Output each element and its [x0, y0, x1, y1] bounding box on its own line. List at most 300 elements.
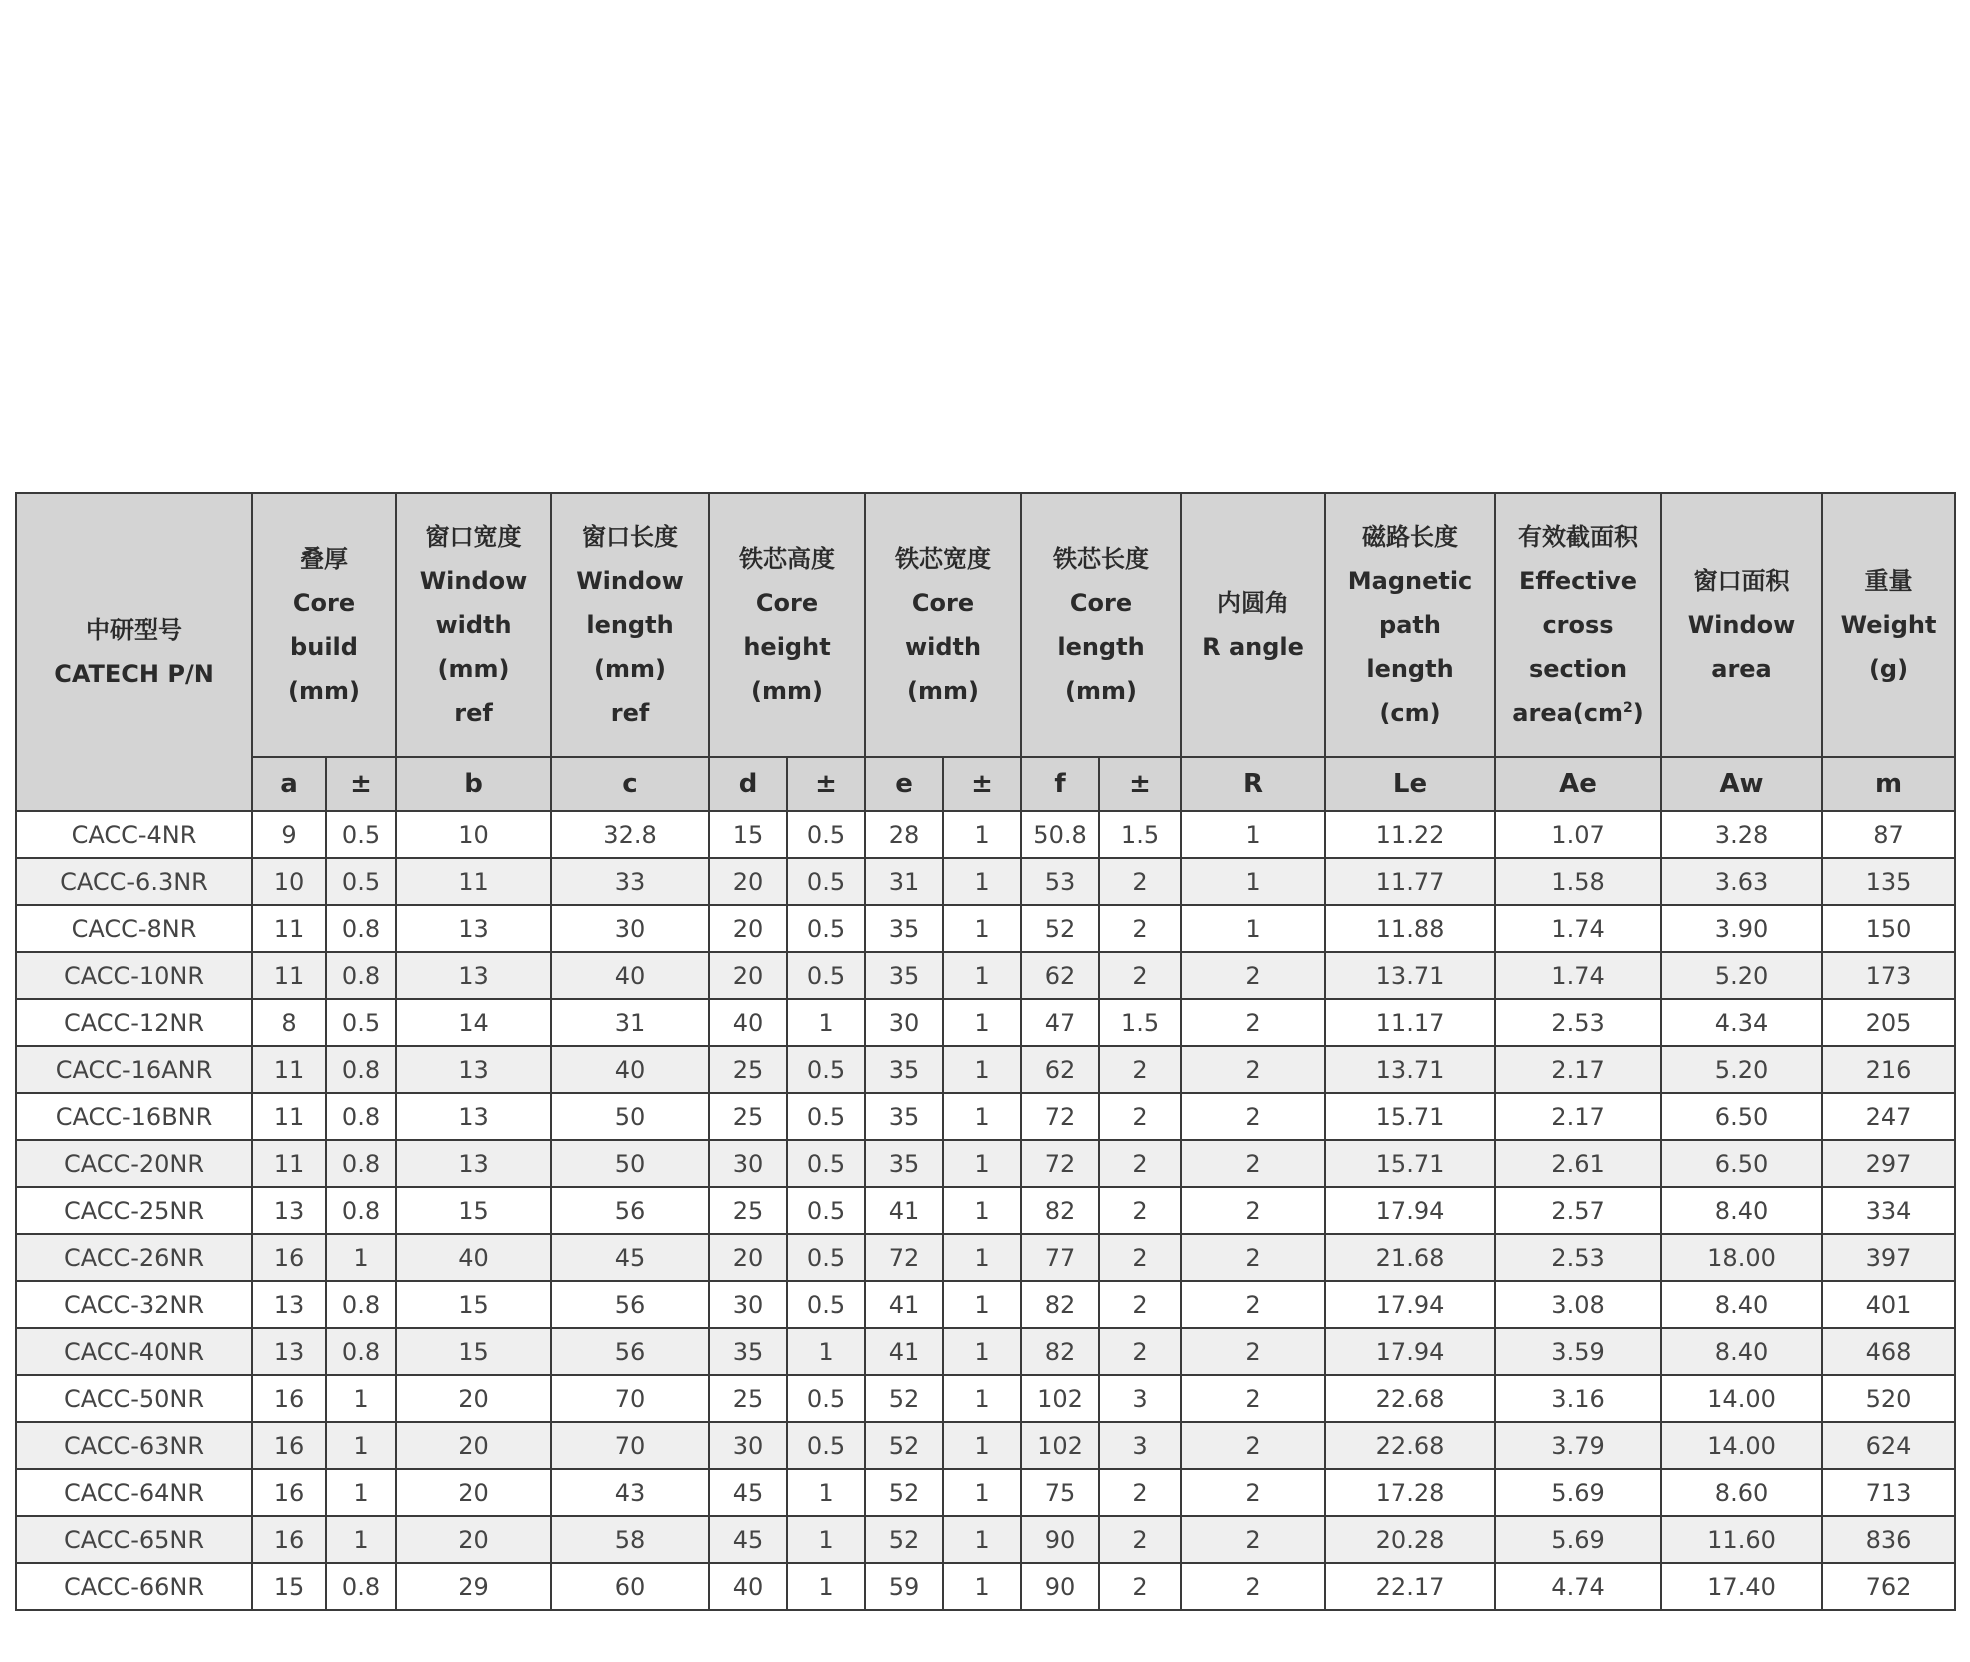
value-cell: 20 — [396, 1469, 551, 1516]
table-row — [16, 1563, 1955, 1610]
symbol-cell: Aw — [1661, 757, 1822, 811]
value-cell: 29 — [396, 1563, 551, 1610]
value-cell: 0.8 — [326, 1140, 396, 1187]
value-cell: 4.74 — [1495, 1563, 1661, 1610]
symbol-cell: d — [709, 757, 787, 811]
value-cell: 0.5 — [787, 858, 865, 905]
header-weight: 重量 Weight (g) — [1822, 493, 1955, 757]
value-cell: 0.8 — [326, 905, 396, 952]
value-cell: 297 — [1822, 1140, 1955, 1187]
value-cell: 1.5 — [1099, 999, 1181, 1046]
value-cell: 18.00 — [1661, 1234, 1822, 1281]
value-cell: 5.20 — [1661, 952, 1822, 999]
value-cell: 0.5 — [787, 905, 865, 952]
value-cell: 0.8 — [326, 1187, 396, 1234]
value-cell: 836 — [1822, 1516, 1955, 1563]
value-cell: 2 — [1099, 1140, 1181, 1187]
value-cell: 30 — [865, 999, 943, 1046]
value-cell: 11.17 — [1325, 999, 1495, 1046]
table-row — [16, 1234, 1955, 1281]
value-cell: 520 — [1822, 1375, 1955, 1422]
value-cell: 1 — [787, 1328, 865, 1375]
part-number-cell: CACC-8NR — [16, 905, 252, 952]
value-cell: 1.58 — [1495, 858, 1661, 905]
value-cell: 8.60 — [1661, 1469, 1822, 1516]
value-cell: 16 — [252, 1469, 326, 1516]
value-cell: 1 — [326, 1375, 396, 1422]
part-number-cell: CACC-65NR — [16, 1516, 252, 1563]
value-cell: 13 — [396, 1046, 551, 1093]
symbol-cell: f — [1021, 757, 1099, 811]
value-cell: 11.88 — [1325, 905, 1495, 952]
value-cell: 58 — [551, 1516, 709, 1563]
value-cell: 3.59 — [1495, 1328, 1661, 1375]
value-cell: 0.5 — [787, 1281, 865, 1328]
value-cell: 2.57 — [1495, 1187, 1661, 1234]
value-cell: 11 — [252, 1093, 326, 1140]
value-cell: 35 — [865, 1046, 943, 1093]
value-cell: 72 — [1021, 1140, 1099, 1187]
value-cell: 3.90 — [1661, 905, 1822, 952]
value-cell: 2 — [1181, 1187, 1325, 1234]
header-magnetic-path: 磁路长度 Magnetic path length (cm) — [1325, 493, 1495, 757]
value-cell: 1 — [943, 1328, 1021, 1375]
value-cell: 0.8 — [326, 1046, 396, 1093]
value-cell: 33 — [551, 858, 709, 905]
value-cell: 3.79 — [1495, 1422, 1661, 1469]
value-cell: 35 — [709, 1328, 787, 1375]
value-cell: 15 — [396, 1281, 551, 1328]
part-number-cell: CACC-25NR — [16, 1187, 252, 1234]
part-number-cell: CACC-40NR — [16, 1328, 252, 1375]
value-cell: 16 — [252, 1234, 326, 1281]
value-cell: 0.5 — [787, 952, 865, 999]
value-cell: 60 — [551, 1563, 709, 1610]
value-cell: 1 — [943, 1375, 1021, 1422]
value-cell: 1 — [943, 1046, 1021, 1093]
value-cell: 87 — [1822, 811, 1955, 858]
value-cell: 10 — [396, 811, 551, 858]
value-cell: 150 — [1822, 905, 1955, 952]
table-row — [16, 1328, 1955, 1375]
symbol-cell: e — [865, 757, 943, 811]
value-cell: 20 — [709, 952, 787, 999]
part-number-cell: CACC-4NR — [16, 811, 252, 858]
value-cell: 17.94 — [1325, 1281, 1495, 1328]
value-cell: 0.5 — [326, 858, 396, 905]
value-cell: 624 — [1822, 1422, 1955, 1469]
value-cell: 1 — [787, 999, 865, 1046]
value-cell: 468 — [1822, 1328, 1955, 1375]
value-cell: 1.74 — [1495, 952, 1661, 999]
value-cell: 50 — [551, 1140, 709, 1187]
spec-table-body — [16, 811, 1955, 1610]
value-cell: 15 — [396, 1187, 551, 1234]
value-cell: 0.5 — [787, 1046, 865, 1093]
value-cell: 11.60 — [1661, 1516, 1822, 1563]
value-cell: 1 — [326, 1469, 396, 1516]
value-cell: 15 — [709, 811, 787, 858]
value-cell: 13 — [396, 1093, 551, 1140]
value-cell: 2.53 — [1495, 1234, 1661, 1281]
value-cell: 1 — [787, 1469, 865, 1516]
value-cell: 0.8 — [326, 1328, 396, 1375]
value-cell: 0.5 — [787, 1140, 865, 1187]
value-cell: 0.5 — [787, 811, 865, 858]
value-cell: 8.40 — [1661, 1187, 1822, 1234]
value-cell: 17.94 — [1325, 1187, 1495, 1234]
table-row — [16, 811, 1955, 858]
header-cross-section: 有效截面积 Effective cross section $area(cm^2)$ — [1495, 493, 1661, 757]
value-cell: 62 — [1021, 952, 1099, 999]
value-cell: 2 — [1181, 1516, 1325, 1563]
symbol-cell: R — [1181, 757, 1325, 811]
value-cell: 0.5 — [787, 1422, 865, 1469]
value-cell: 30 — [709, 1422, 787, 1469]
value-cell: 1 — [943, 1093, 1021, 1140]
value-cell: 1 — [943, 858, 1021, 905]
table-row — [16, 1093, 1955, 1140]
value-cell: 2 — [1099, 1234, 1181, 1281]
table-row — [16, 1046, 1955, 1093]
value-cell: 0.8 — [326, 1093, 396, 1140]
value-cell: 13 — [396, 905, 551, 952]
part-number-cell: CACC-26NR — [16, 1234, 252, 1281]
value-cell: 41 — [865, 1187, 943, 1234]
value-cell: 15 — [252, 1563, 326, 1610]
table-row — [16, 905, 1955, 952]
value-cell: 20 — [396, 1375, 551, 1422]
value-cell: 30 — [551, 905, 709, 952]
value-cell: 13 — [396, 952, 551, 999]
value-cell: 15 — [396, 1328, 551, 1375]
part-number-cell: CACC-10NR — [16, 952, 252, 999]
value-cell: 1 — [943, 1422, 1021, 1469]
value-cell: 13 — [252, 1328, 326, 1375]
value-cell: 11 — [252, 905, 326, 952]
value-cell: 8 — [252, 999, 326, 1046]
value-cell: 20 — [709, 858, 787, 905]
value-cell: 40 — [551, 1046, 709, 1093]
part-number-cell: CACC-66NR — [16, 1563, 252, 1610]
value-cell: 53 — [1021, 858, 1099, 905]
header-window-area: 窗口面积 Window area — [1661, 493, 1822, 757]
value-cell: 0.8 — [326, 1563, 396, 1610]
value-cell: 25 — [709, 1093, 787, 1140]
value-cell: 40 — [709, 1563, 787, 1610]
value-cell: 0.5 — [787, 1234, 865, 1281]
part-number-cell: CACC-16BNR — [16, 1093, 252, 1140]
value-cell: 72 — [1021, 1093, 1099, 1140]
value-cell: 30 — [709, 1281, 787, 1328]
value-cell: 1.07 — [1495, 811, 1661, 858]
value-cell: 2 — [1099, 1469, 1181, 1516]
value-cell: 2 — [1181, 1281, 1325, 1328]
value-cell: 70 — [551, 1375, 709, 1422]
value-cell: 1 — [943, 1234, 1021, 1281]
value-cell: 43 — [551, 1469, 709, 1516]
value-cell: 50 — [551, 1093, 709, 1140]
value-cell: 1 — [326, 1422, 396, 1469]
value-cell: 2 — [1099, 1046, 1181, 1093]
value-cell: 2 — [1099, 1093, 1181, 1140]
value-cell: 82 — [1021, 1328, 1099, 1375]
value-cell: 45 — [709, 1469, 787, 1516]
part-number-cell: CACC-50NR — [16, 1375, 252, 1422]
part-number-cell: CACC-63NR — [16, 1422, 252, 1469]
value-cell: 62 — [1021, 1046, 1099, 1093]
value-cell: 75 — [1021, 1469, 1099, 1516]
value-cell: 1 — [943, 952, 1021, 999]
value-cell: 247 — [1822, 1093, 1955, 1140]
value-cell: 173 — [1822, 952, 1955, 999]
part-number-cell: CACC-64NR — [16, 1469, 252, 1516]
header-core-height: 铁芯高度 Core height (mm) — [709, 493, 865, 757]
value-cell: 4.34 — [1661, 999, 1822, 1046]
value-cell: 59 — [865, 1563, 943, 1610]
value-cell: 47 — [1021, 999, 1099, 1046]
value-cell: 1 — [943, 811, 1021, 858]
table-row — [16, 1187, 1955, 1234]
symbol-cell: Le — [1325, 757, 1495, 811]
value-cell: 28 — [865, 811, 943, 858]
value-cell: 1 — [326, 1516, 396, 1563]
value-cell: 90 — [1021, 1563, 1099, 1610]
value-cell: 16 — [252, 1516, 326, 1563]
symbol-cell: b — [396, 757, 551, 811]
value-cell: 31 — [865, 858, 943, 905]
value-cell: 15.71 — [1325, 1093, 1495, 1140]
value-cell: 1 — [787, 1516, 865, 1563]
symbol-cell: m — [1822, 757, 1955, 811]
symbol-cell: a — [252, 757, 326, 811]
value-cell: 0.5 — [326, 999, 396, 1046]
table-row — [16, 1281, 1955, 1328]
value-cell: 1 — [943, 1469, 1021, 1516]
value-cell: 102 — [1021, 1422, 1099, 1469]
header-window-width: 窗口宽度 Window width (mm) ref — [396, 493, 551, 757]
value-cell: 3 — [1099, 1422, 1181, 1469]
value-cell: 2 — [1099, 905, 1181, 952]
value-cell: 22.68 — [1325, 1422, 1495, 1469]
value-cell: 17.28 — [1325, 1469, 1495, 1516]
value-cell: 2 — [1181, 952, 1325, 999]
value-cell: 1.5 — [1099, 811, 1181, 858]
value-cell: 401 — [1822, 1281, 1955, 1328]
symbol-cell: c — [551, 757, 709, 811]
value-cell: 56 — [551, 1328, 709, 1375]
value-cell: 5.69 — [1495, 1469, 1661, 1516]
value-cell: 22.68 — [1325, 1375, 1495, 1422]
value-cell: 20 — [709, 905, 787, 952]
value-cell: 41 — [865, 1281, 943, 1328]
value-cell: 22.17 — [1325, 1563, 1495, 1610]
value-cell: 205 — [1822, 999, 1955, 1046]
value-cell: 25 — [709, 1375, 787, 1422]
value-cell: 45 — [709, 1516, 787, 1563]
value-cell: 56 — [551, 1187, 709, 1234]
value-cell: 6.50 — [1661, 1140, 1822, 1187]
value-cell: 8.40 — [1661, 1281, 1822, 1328]
value-cell: 9 — [252, 811, 326, 858]
header-core-width: 铁芯宽度 Core width (mm) — [865, 493, 1021, 757]
value-cell: 17.40 — [1661, 1563, 1822, 1610]
table-row — [16, 1375, 1955, 1422]
value-cell: 20.28 — [1325, 1516, 1495, 1563]
part-number-cell: CACC-32NR — [16, 1281, 252, 1328]
value-cell: 11.77 — [1325, 858, 1495, 905]
value-cell: 11.22 — [1325, 811, 1495, 858]
header-core-length: 铁芯长度 Core length (mm) — [1021, 493, 1181, 757]
header-core-build: 叠厚 Core build (mm) — [252, 493, 396, 757]
value-cell: 35 — [865, 905, 943, 952]
value-cell: 30 — [709, 1140, 787, 1187]
value-cell: 2 — [1181, 1093, 1325, 1140]
value-cell: 11 — [252, 1046, 326, 1093]
value-cell: 20 — [709, 1234, 787, 1281]
value-cell: 0.8 — [326, 952, 396, 999]
value-cell: 2 — [1099, 1187, 1181, 1234]
value-cell: 3.63 — [1661, 858, 1822, 905]
value-cell: 2 — [1181, 1469, 1325, 1516]
symbol-cell: ± — [1099, 757, 1181, 811]
symbol-cell: Ae — [1495, 757, 1661, 811]
value-cell: 216 — [1822, 1046, 1955, 1093]
value-cell: 56 — [551, 1281, 709, 1328]
value-cell: 2 — [1099, 1281, 1181, 1328]
value-cell: 1 — [943, 1140, 1021, 1187]
symbol-cell: ± — [326, 757, 396, 811]
value-cell: 2 — [1181, 1328, 1325, 1375]
value-cell: 3.16 — [1495, 1375, 1661, 1422]
part-number-cell: CACC-20NR — [16, 1140, 252, 1187]
spec-symbol-row — [16, 757, 1955, 811]
value-cell: 20 — [396, 1422, 551, 1469]
part-number-cell: CACC-12NR — [16, 999, 252, 1046]
value-cell: 40 — [396, 1234, 551, 1281]
value-cell: 1 — [1181, 858, 1325, 905]
value-cell: 1 — [326, 1234, 396, 1281]
value-cell: 3.28 — [1661, 811, 1822, 858]
value-cell: 25 — [709, 1046, 787, 1093]
table-row — [16, 999, 1955, 1046]
value-cell: 10 — [252, 858, 326, 905]
value-cell: 2 — [1099, 1563, 1181, 1610]
value-cell: 82 — [1021, 1281, 1099, 1328]
value-cell: 72 — [865, 1234, 943, 1281]
value-cell: 32.8 — [551, 811, 709, 858]
value-cell: 52 — [865, 1469, 943, 1516]
value-cell: 2 — [1099, 858, 1181, 905]
value-cell: 0.5 — [787, 1093, 865, 1140]
value-cell: 3 — [1099, 1375, 1181, 1422]
value-cell: 5.20 — [1661, 1046, 1822, 1093]
value-cell: 2 — [1181, 1046, 1325, 1093]
value-cell: 21.68 — [1325, 1234, 1495, 1281]
value-cell: 0.5 — [787, 1375, 865, 1422]
part-number-cell: CACC-6.3NR — [16, 858, 252, 905]
value-cell: 6.50 — [1661, 1093, 1822, 1140]
value-cell: 2 — [1099, 952, 1181, 999]
table-row — [16, 1422, 1955, 1469]
value-cell: 135 — [1822, 858, 1955, 905]
value-cell: 17.94 — [1325, 1328, 1495, 1375]
table-row — [16, 1469, 1955, 1516]
value-cell: 0.5 — [326, 811, 396, 858]
value-cell: 14.00 — [1661, 1375, 1822, 1422]
spec-header-row — [16, 493, 1955, 757]
value-cell: 11 — [252, 1140, 326, 1187]
value-cell: 1 — [1181, 811, 1325, 858]
value-cell: 5.69 — [1495, 1516, 1661, 1563]
header-r-angle: 内圆角 R angle — [1181, 493, 1325, 757]
value-cell: 11 — [252, 952, 326, 999]
part-number-cell: CACC-16ANR — [16, 1046, 252, 1093]
value-cell: 8.40 — [1661, 1328, 1822, 1375]
symbol-cell: ± — [943, 757, 1021, 811]
value-cell: 77 — [1021, 1234, 1099, 1281]
value-cell: 1 — [943, 1563, 1021, 1610]
value-cell: 2.17 — [1495, 1046, 1661, 1093]
value-cell: 2.61 — [1495, 1140, 1661, 1187]
value-cell: 52 — [865, 1422, 943, 1469]
header-window-length: 窗口长度 Window length (mm) ref — [551, 493, 709, 757]
value-cell: 41 — [865, 1328, 943, 1375]
value-cell: 334 — [1822, 1187, 1955, 1234]
value-cell: 13 — [396, 1140, 551, 1187]
value-cell: 0.8 — [326, 1281, 396, 1328]
value-cell: 3.08 — [1495, 1281, 1661, 1328]
value-cell: 2.17 — [1495, 1093, 1661, 1140]
value-cell: 2 — [1181, 1140, 1325, 1187]
value-cell: 2 — [1181, 1234, 1325, 1281]
value-cell: 713 — [1822, 1469, 1955, 1516]
table-row — [16, 1140, 1955, 1187]
value-cell: 1 — [787, 1563, 865, 1610]
value-cell: 13 — [252, 1281, 326, 1328]
value-cell: 35 — [865, 1140, 943, 1187]
value-cell: 16 — [252, 1422, 326, 1469]
value-cell: 762 — [1822, 1563, 1955, 1610]
header-pn: 中研型号 CATECH P/N — [16, 493, 252, 811]
value-cell: 2 — [1181, 999, 1325, 1046]
value-cell: 13.71 — [1325, 1046, 1495, 1093]
value-cell: 40 — [709, 999, 787, 1046]
value-cell: 0.5 — [787, 1187, 865, 1234]
value-cell: 1 — [943, 905, 1021, 952]
value-cell: 70 — [551, 1422, 709, 1469]
value-cell: 31 — [551, 999, 709, 1046]
value-cell: 52 — [865, 1516, 943, 1563]
value-cell: 397 — [1822, 1234, 1955, 1281]
value-cell: 13.71 — [1325, 952, 1495, 999]
value-cell: 2 — [1181, 1422, 1325, 1469]
value-cell: 13 — [252, 1187, 326, 1234]
value-cell: 52 — [1021, 905, 1099, 952]
value-cell: 2 — [1181, 1563, 1325, 1610]
value-cell: 1 — [1181, 905, 1325, 952]
value-cell: 14.00 — [1661, 1422, 1822, 1469]
table-row — [16, 952, 1955, 999]
value-cell: 25 — [709, 1187, 787, 1234]
value-cell: 1 — [943, 1187, 1021, 1234]
value-cell: 16 — [252, 1375, 326, 1422]
value-cell: 102 — [1021, 1375, 1099, 1422]
spec-table — [15, 492, 1956, 1611]
value-cell: 20 — [396, 1516, 551, 1563]
symbol-cell: ± — [787, 757, 865, 811]
value-cell: 45 — [551, 1234, 709, 1281]
